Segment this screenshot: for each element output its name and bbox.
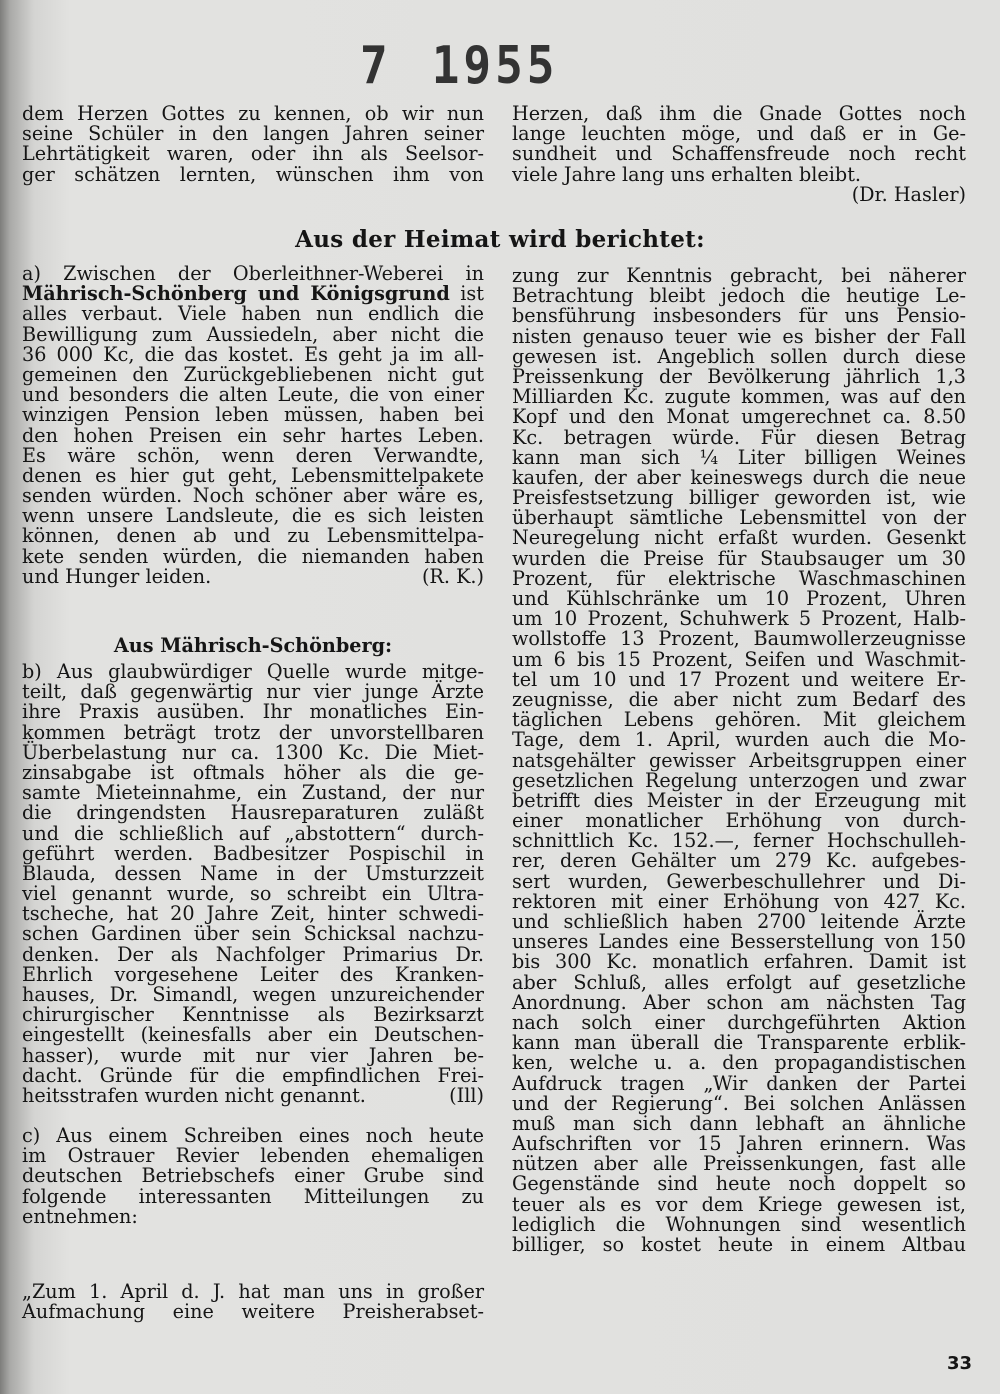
- text-line: Tage, dem 1. April, wurden auch die Mo-: [512, 728, 966, 752]
- text-line: Kopf und den Monat umgerechnet ca. 8.50: [512, 405, 966, 429]
- signature: (Dr. Hasler): [851, 182, 966, 206]
- text-line: gesetzlichen Regelung unterzogen und zwar: [512, 768, 966, 792]
- text-line: hasser), wurde mit nur vier Jahren be-: [22, 1043, 484, 1067]
- signature: (R. K.): [421, 564, 484, 588]
- text-line: einer monatlicher Erhöhung von durch-: [512, 809, 966, 833]
- text-line: Blauda, dessen Name in der Umsturzzeit: [22, 861, 484, 885]
- text-line: bis 300 Kc. monatlich erfahren. Damit ist: [512, 950, 966, 974]
- text-line: seine Schüler in den langen Jahren seiner: [22, 122, 484, 146]
- text-line: im Ostrauer Revier lebenden ehemaligen: [22, 1144, 484, 1168]
- place-name: Mährisch-Schönberg und Königsgrund: [22, 282, 450, 306]
- text-line: rektoren mit einer Erhöhung von 427 Kc.: [512, 889, 966, 913]
- text-line: betrifft dies Meister in der Erzeugung mit: [512, 788, 966, 812]
- top-right-column: [512, 104, 966, 205]
- issue-stamp: [360, 35, 558, 95]
- text-line: und besonders die alten Leute, die von einer: [22, 383, 484, 407]
- subheading: Aus Mährisch-Schönberg:: [113, 634, 393, 657]
- text-line: Milliarden Kc. zugute kommen, was auf den: [512, 385, 966, 409]
- issue-number: 7: [360, 34, 392, 96]
- text-line: wenn unsere Landsleute, die es sich leisten: [22, 504, 484, 528]
- text-line: und die schließlich auf „abstottern“ durch-: [22, 821, 484, 845]
- text-line: lange leuchten möge, und daß er in Ge-: [512, 122, 966, 146]
- text-line: wurden die Preise für Staubsauger um 30: [512, 546, 966, 570]
- text-line: teuer als es vor dem Kriege gewesen ist,: [512, 1192, 966, 1216]
- text-line: tscheche, hat 20 Jahre Zeit, hinter schwedi-: [22, 902, 484, 926]
- text-line: senden würden. Noch schöner aber wäre es,: [22, 484, 484, 508]
- text-line: Preissenkung der Bevölkerung jährlich 1,3: [512, 364, 966, 388]
- text-line: und schließlich haben 2700 leitende Ärzte: [512, 910, 966, 933]
- text-line: ken, welche u. a. den propagandistischen: [512, 1051, 966, 1075]
- section-headline: Aus der Heimat wird berichtet:: [295, 226, 705, 253]
- text-line: Aufdruck tragen „Wir danken der Partei: [512, 1071, 966, 1095]
- text-line: muß man sich dann lebhaft an ähnliche: [512, 1111, 966, 1135]
- text-line: geführt werden. Badbesitzer Pospischil in: [22, 841, 484, 865]
- text-line: viel genannt wurde, so schreibt ein Ultra-: [22, 882, 484, 906]
- left-column-quote: [22, 1282, 484, 1322]
- paragraph-marker: a): [22, 262, 41, 285]
- text-line: ihre Praxis ausüben. Ihr monatliches Ein-: [22, 700, 484, 724]
- text-line: hauses, Dr. Simandl, wegen unzureichender: [22, 983, 484, 1006]
- text-line: dacht. Gründe für die empfindlichen Frei-: [22, 1063, 484, 1087]
- text-line: sert wurden, Gewerbeschullehrer und Di-: [512, 869, 966, 893]
- text-line: tel um 10 und 17 Prozent und weitere Er-: [512, 667, 966, 691]
- text-line: teilt, daß gegenwärtig nur vier junge Ärzte: [22, 680, 484, 704]
- text-line: können, denen ab und zu Lebensmittelpa-: [22, 524, 484, 548]
- text-fragment: ist: [460, 282, 484, 306]
- text-line: Prozent, für elektrische Waschmaschinen: [512, 566, 966, 590]
- text-line: nützen aber alle Preissenkungen, fast alle: [512, 1152, 966, 1176]
- text-line: kann man sich ¼ Liter billigen Weines: [512, 445, 966, 469]
- text-line: wollstoffe 13 Prozent, Baumwollerzeugnisse: [512, 627, 966, 651]
- text-line: kann man überall die Transparente erblik-: [512, 1031, 966, 1055]
- text-line: um 10 Prozent, Schuhwerk 5 Prozent, Halb-: [512, 607, 966, 631]
- text-line: Gegenstände sind heute noch doppelt so: [512, 1172, 966, 1196]
- text-line: folgende interessanten Mitteilungen zu: [22, 1184, 484, 1208]
- text-line: und Kühlschränke um 10 Prozent, Uhren: [512, 587, 966, 610]
- text-line: bensführung insbesonders für uns Pensio-: [512, 304, 966, 328]
- text-line: kaufen, der aber keineswegs durch die neue: [512, 465, 966, 489]
- text-line: [22, 564, 484, 588]
- text-line: Kc. betragen würde. Für diesen Betrag: [512, 425, 966, 449]
- text-line: Anordnung. Aber schon am nächsten Tag: [512, 990, 966, 1014]
- text-line: zeugnisse, die aber nicht zum Bedarf des: [512, 687, 966, 711]
- text-line: viele Jahre lang uns erhalten bleibt.: [512, 162, 862, 186]
- text-line: Ehrlich vorgesehene Leiter des Kranken-: [22, 962, 484, 986]
- text-line: Neuregelung nicht erfaßt wurden. Gesenkt: [512, 526, 966, 550]
- text-line: b) Aus glaubwürdiger Quelle wurde mitge-: [22, 660, 484, 683]
- text-line: zung zur Kenntnis gebracht, bei näherer: [512, 264, 966, 287]
- page-number: 33: [946, 1353, 972, 1374]
- text-fragment: Zwischen der Oberleithner-Weberei in: [63, 262, 484, 285]
- text-line: Herzen, daß ihm die Gnade Gottes noch: [512, 102, 966, 125]
- text-line: winzigen Pension leben müssen, haben bei: [22, 403, 484, 427]
- text-line: eingestellt (keinesfalls aber ein Deutschen-: [22, 1023, 484, 1047]
- text-line: gemeinen den Zurückgebliebenen nicht gut: [22, 362, 484, 386]
- text-line: nach solch einer durchgeführten Aktion: [512, 1010, 966, 1034]
- text-line: natsgehälter gewisser Arbeitsgruppen einer: [512, 748, 966, 772]
- text-line: Bewilligung zum Aussiedeln, aber nicht die: [22, 322, 484, 346]
- text-line: ger schätzen lernten, wünschen ihm von: [22, 162, 484, 186]
- text-line: denen es hier gut geht, Lebensmittelpakete: [22, 463, 484, 487]
- text-line: lediglich die Wohnungen sind wesentlich: [512, 1212, 966, 1236]
- text-fragment: und Hunger leiden.: [22, 564, 212, 588]
- text-fragment: heitsstrafen wurden nicht genannt.: [22, 1083, 366, 1107]
- text-line: die dringendsten Hausreparaturen zuläßt: [22, 801, 484, 825]
- left-column-c: [22, 1126, 484, 1227]
- text-line: billiger, so kostet heute in einem Altbau: [512, 1233, 966, 1256]
- left-column: [22, 264, 484, 587]
- text-line: kete senden würden, die niemanden haben: [22, 544, 484, 568]
- text-line: zinsabgabe ist oftmals höher als die ge-: [22, 760, 484, 784]
- text-line: entnehmen:: [22, 1204, 138, 1228]
- text-line: schnittlich Kc. 152.—, ferner Hochschulleh-: [512, 829, 966, 853]
- right-column: [512, 266, 966, 1255]
- text-line: Lehrtätigkeit waren, oder ihn als Seelsor-: [22, 142, 484, 166]
- text-line: täglichen Lebens gehören. Mit gleichem: [512, 708, 966, 732]
- text-line: überhaupt sämtliche Lebensmittel von der: [512, 506, 966, 530]
- text-line: gewesen ist. Angeblich sollen durch diese: [512, 344, 966, 368]
- text-line: [22, 1083, 484, 1107]
- text-line: denken. Der als Nachfolger Primarius Dr.: [22, 942, 484, 966]
- text-line: rer, deren Gehälter um 279 Kc. aufgebes-: [512, 849, 966, 873]
- top-left-column: [22, 104, 484, 185]
- text-line: Aufmachung eine weitere Preisherabset-: [22, 1300, 484, 1324]
- text-line: und der Regierung“. Bei solchen Anlässen: [512, 1091, 966, 1115]
- text-line: Betrachtung bleibt jedoch die heutige Le-: [512, 284, 966, 308]
- text-line: alles verbaut. Viele haben nun endlich die: [22, 302, 484, 326]
- text-line: den hohen Preisen ein sehr hartes Leben.: [22, 423, 484, 447]
- text-line: „Zum 1. April d. J. hat man uns in großer: [22, 1280, 484, 1303]
- issue-year: 1955: [431, 34, 559, 96]
- text-line: deutschen Betriebschefs einer Grube sind: [22, 1164, 484, 1188]
- text-line: unseres Landes eine Besserstellung von 150: [512, 930, 966, 954]
- signature: (Ill): [449, 1083, 484, 1107]
- text-line: 36 000 Kc, die das kostet. Es geht ja im all-: [22, 342, 484, 366]
- text-line: c) Aus einem Schreiben eines noch heute: [22, 1124, 484, 1147]
- text-line: aber Schluß, alles erfolgt auf gesetzliche: [512, 970, 966, 994]
- text-line: chirurgischer Kenntnisse als Bezirksarzt: [22, 1003, 484, 1027]
- text-line: dem Herzen Gottes zu kennen, ob wir nun: [22, 102, 484, 125]
- text-line: [22, 264, 484, 284]
- text-line: schen Gardinen über sein Schicksal nachzu-: [22, 922, 484, 946]
- text-line: Aufschriften vor 15 Jahren erinnern. Was: [512, 1132, 966, 1156]
- text-line: [22, 284, 484, 304]
- text-line: Es wäre schön, wenn deren Verwandte,: [22, 443, 484, 467]
- text-line: samte Mieteinnahme, ein Zustand, der nur: [22, 781, 484, 805]
- left-column-b: [22, 662, 484, 1106]
- text-line: kommen beträgt trotz der unvorstellbaren: [22, 720, 484, 744]
- text-line: nisten genauso teuer wie es bisher der Fall: [512, 324, 966, 348]
- text-line: Preisfestsetzung billiger geworden ist, wie: [512, 486, 966, 510]
- text-line: Überbelastung nur ca. 1300 Kc. Die Miet-: [22, 740, 484, 764]
- text-line: um 6 bis 15 Prozent, Seifen und Waschmit-: [512, 647, 966, 671]
- text-line: sundheit und Schaffensfreude noch recht: [512, 142, 966, 166]
